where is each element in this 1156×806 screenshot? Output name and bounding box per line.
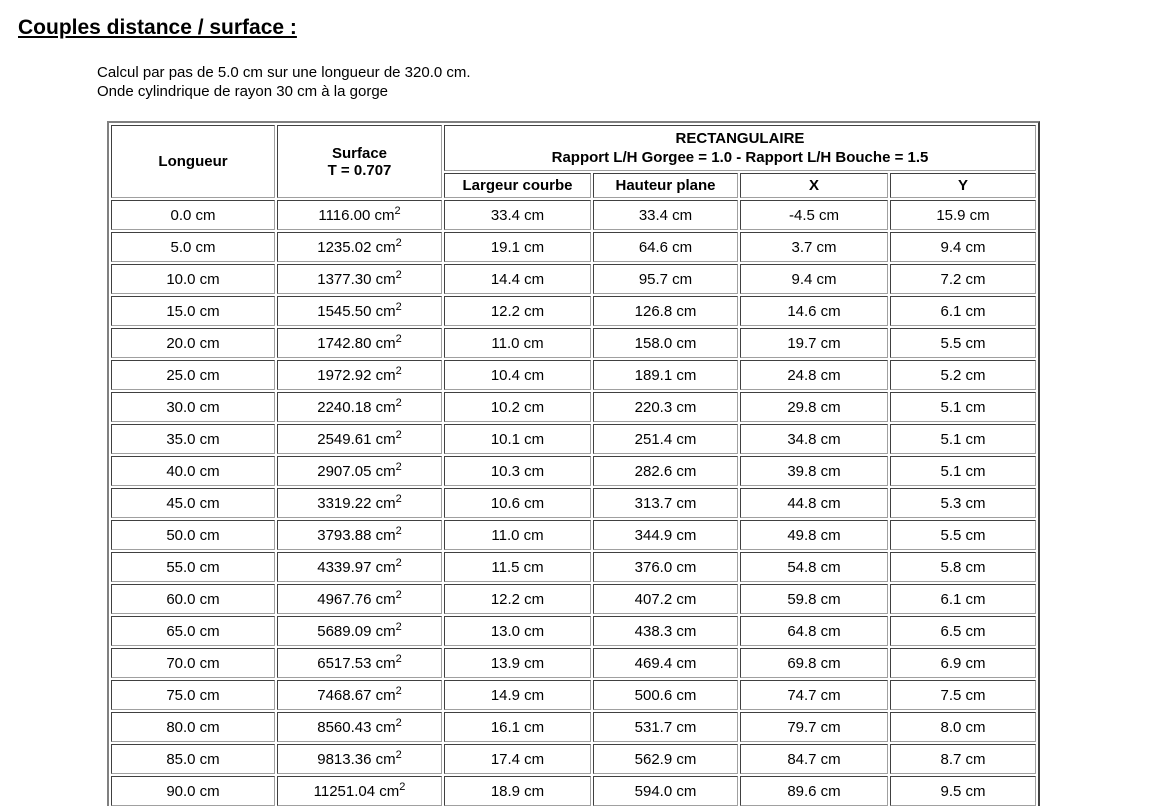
cell-x: 14.6 cm	[740, 296, 888, 326]
header-longueur: Longueur	[111, 125, 275, 198]
surface-unit: cm	[375, 654, 396, 672]
cell-y: 15.9 cm	[890, 200, 1036, 230]
cell-hauteur-plane: 531.7 cm	[593, 712, 738, 742]
cell-largeur-courbe: 12.2 cm	[444, 584, 591, 614]
cell-hauteur-plane: 313.7 cm	[593, 488, 738, 518]
cell-surface	[277, 424, 442, 454]
cell-x: 69.8 cm	[740, 648, 888, 678]
cell-hauteur-plane: 126.8 cm	[593, 296, 738, 326]
surface-value: 3319.22	[317, 494, 372, 512]
surface-exponent: 2	[395, 748, 402, 761]
cell-longueur: 65.0 cm	[111, 616, 275, 646]
cell-surface	[277, 712, 442, 742]
cell-hauteur-plane: 95.7 cm	[593, 264, 738, 294]
surface-exponent: 2	[395, 588, 402, 601]
cell-largeur-courbe: 17.4 cm	[444, 744, 591, 774]
cell-x: 54.8 cm	[740, 552, 888, 582]
surface-unit: cm	[375, 558, 396, 576]
cell-largeur-courbe: 11.0 cm	[444, 520, 591, 550]
surface-exponent: 2	[395, 716, 402, 729]
cell-largeur-courbe: 14.9 cm	[444, 680, 591, 710]
cell-hauteur-plane: 282.6 cm	[593, 456, 738, 486]
table-row	[111, 456, 1036, 486]
cell-y: 8.0 cm	[890, 712, 1036, 742]
table-body	[111, 200, 1036, 806]
cell-y: 6.5 cm	[890, 616, 1036, 646]
cell-largeur-courbe: 11.5 cm	[444, 552, 591, 582]
cell-y: 5.5 cm	[890, 328, 1036, 358]
surface-exponent: 2	[395, 524, 402, 537]
intro-line-wave: Onde cylindrique de rayon 30 cm à la gorge	[97, 83, 389, 100]
table-row	[111, 424, 1036, 454]
header-group-ratios: Rapport L/H Gorgee = 1.0 - Rapport L/H Bouche = 1.5	[551, 149, 929, 166]
surface-unit: cm	[375, 366, 396, 384]
cell-largeur-courbe: 10.3 cm	[444, 456, 591, 486]
cell-hauteur-plane: 469.4 cm	[593, 648, 738, 678]
cell-y: 6.9 cm	[890, 648, 1036, 678]
table-row	[111, 488, 1036, 518]
cell-x: 89.6 cm	[740, 776, 888, 806]
surface-unit: cm	[374, 206, 395, 224]
cell-hauteur-plane: 33.4 cm	[593, 200, 738, 230]
cell-y: 6.1 cm	[890, 296, 1036, 326]
surface-unit: cm	[375, 302, 396, 320]
surface-exponent: 2	[395, 652, 402, 665]
surface-exponent: 2	[395, 428, 402, 441]
cell-largeur-courbe: 10.2 cm	[444, 392, 591, 422]
surface-exponent: 2	[395, 396, 402, 409]
surface-value: 1377.30	[317, 270, 372, 288]
surface-unit: cm	[375, 718, 396, 736]
cell-y: 5.5 cm	[890, 520, 1036, 550]
page-title: Couples distance / surface :	[18, 16, 297, 39]
cell-surface	[277, 456, 442, 486]
cell-longueur: 85.0 cm	[111, 744, 275, 774]
surface-value: 4967.76	[317, 590, 372, 608]
surface-unit: cm	[375, 398, 396, 416]
surface-unit: cm	[375, 622, 396, 640]
cell-y: 7.5 cm	[890, 680, 1036, 710]
cell-y: 8.7 cm	[890, 744, 1036, 774]
cell-hauteur-plane: 594.0 cm	[593, 776, 738, 806]
cell-surface	[277, 200, 442, 230]
surface-unit: cm	[375, 334, 396, 352]
cell-largeur-courbe: 13.9 cm	[444, 648, 591, 678]
table-row	[111, 360, 1036, 390]
surface-exponent: 2	[395, 236, 402, 249]
cell-surface	[277, 328, 442, 358]
surface-unit: cm	[375, 494, 396, 512]
cell-longueur: 90.0 cm	[111, 776, 275, 806]
cell-surface	[277, 296, 442, 326]
table-row	[111, 776, 1036, 806]
surface-value: 1972.92	[317, 366, 372, 384]
surface-unit: cm	[375, 750, 396, 768]
cell-hauteur-plane: 64.6 cm	[593, 232, 738, 262]
header-y: Y	[890, 173, 1036, 198]
cell-y: 7.2 cm	[890, 264, 1036, 294]
surface-exponent: 2	[394, 204, 401, 217]
cell-x: 39.8 cm	[740, 456, 888, 486]
cell-hauteur-plane: 189.1 cm	[593, 360, 738, 390]
surface-unit: cm	[375, 238, 396, 256]
cell-y: 5.2 cm	[890, 360, 1036, 390]
cell-longueur: 55.0 cm	[111, 552, 275, 582]
results-table	[107, 121, 1040, 806]
cell-largeur-courbe: 10.1 cm	[444, 424, 591, 454]
surface-value: 8560.43	[317, 718, 372, 736]
cell-longueur: 50.0 cm	[111, 520, 275, 550]
table-row	[111, 584, 1036, 614]
surface-value: 1235.02	[317, 238, 372, 256]
surface-exponent: 2	[395, 300, 402, 313]
cell-largeur-courbe: 33.4 cm	[444, 200, 591, 230]
surface-value: 7468.67	[317, 686, 372, 704]
cell-longueur: 25.0 cm	[111, 360, 275, 390]
cell-largeur-courbe: 10.4 cm	[444, 360, 591, 390]
header-x: X	[740, 173, 888, 198]
cell-largeur-courbe: 18.9 cm	[444, 776, 591, 806]
cell-hauteur-plane: 562.9 cm	[593, 744, 738, 774]
cell-y: 9.4 cm	[890, 232, 1036, 262]
surface-value: 4339.97	[317, 558, 372, 576]
cell-largeur-courbe: 19.1 cm	[444, 232, 591, 262]
cell-longueur: 40.0 cm	[111, 456, 275, 486]
surface-unit: cm	[375, 270, 396, 288]
cell-x: 59.8 cm	[740, 584, 888, 614]
surface-unit: cm	[379, 782, 400, 800]
cell-surface	[277, 648, 442, 678]
cell-longueur: 60.0 cm	[111, 584, 275, 614]
cell-surface	[277, 232, 442, 262]
surface-exponent: 2	[395, 620, 402, 633]
cell-surface	[277, 264, 442, 294]
surface-value: 3793.88	[317, 526, 372, 544]
cell-x: 74.7 cm	[740, 680, 888, 710]
cell-largeur-courbe: 16.1 cm	[444, 712, 591, 742]
surface-exponent: 2	[395, 556, 402, 569]
cell-longueur: 70.0 cm	[111, 648, 275, 678]
cell-x: -4.5 cm	[740, 200, 888, 230]
cell-longueur: 80.0 cm	[111, 712, 275, 742]
cell-surface	[277, 360, 442, 390]
cell-longueur: 35.0 cm	[111, 424, 275, 454]
surface-value: 2549.61	[317, 430, 372, 448]
surface-value: 1116.00	[318, 206, 371, 224]
cell-x: 64.8 cm	[740, 616, 888, 646]
table-row	[111, 616, 1036, 646]
cell-longueur: 15.0 cm	[111, 296, 275, 326]
cell-x: 19.7 cm	[740, 328, 888, 358]
table-header	[111, 125, 1036, 198]
surface-value: 2907.05	[317, 462, 372, 480]
cell-largeur-courbe: 10.6 cm	[444, 488, 591, 518]
cell-surface	[277, 744, 442, 774]
cell-x: 34.8 cm	[740, 424, 888, 454]
surface-exponent: 2	[395, 332, 402, 345]
header-surface-label: Surface	[331, 144, 388, 162]
cell-x: 49.8 cm	[740, 520, 888, 550]
surface-value: 11251.04	[313, 782, 376, 800]
cell-longueur: 75.0 cm	[111, 680, 275, 710]
cell-surface	[277, 616, 442, 646]
table-row	[111, 648, 1036, 678]
table-row	[111, 296, 1036, 326]
table-row	[111, 744, 1036, 774]
cell-y: 5.1 cm	[890, 456, 1036, 486]
cell-x: 3.7 cm	[740, 232, 888, 262]
surface-value: 1545.50	[317, 302, 372, 320]
surface-value: 9813.36	[317, 750, 372, 768]
cell-longueur: 45.0 cm	[111, 488, 275, 518]
cell-x: 9.4 cm	[740, 264, 888, 294]
cell-largeur-courbe: 11.0 cm	[444, 328, 591, 358]
cell-y: 5.3 cm	[890, 488, 1036, 518]
cell-y: 5.8 cm	[890, 552, 1036, 582]
cell-hauteur-plane: 438.3 cm	[593, 616, 738, 646]
cell-largeur-courbe: 14.4 cm	[444, 264, 591, 294]
surface-value: 6517.53	[317, 654, 372, 672]
surface-exponent: 2	[395, 684, 402, 697]
cell-y: 5.1 cm	[890, 424, 1036, 454]
cell-x: 44.8 cm	[740, 488, 888, 518]
cell-longueur: 20.0 cm	[111, 328, 275, 358]
intro-line-step: Calcul par pas de 5.0 cm sur une longueur de 320.0 cm.	[97, 64, 471, 81]
cell-largeur-courbe: 13.0 cm	[444, 616, 591, 646]
table-row	[111, 680, 1036, 710]
surface-value: 2240.18	[317, 398, 372, 416]
cell-hauteur-plane: 500.6 cm	[593, 680, 738, 710]
header-hauteur-plane: Hauteur plane	[593, 173, 738, 198]
table-row	[111, 712, 1036, 742]
header-surface	[277, 125, 442, 198]
cell-hauteur-plane: 407.2 cm	[593, 584, 738, 614]
surface-unit: cm	[375, 590, 396, 608]
cell-hauteur-plane: 251.4 cm	[593, 424, 738, 454]
header-group-title: RECTANGULAIRE	[675, 130, 805, 147]
table-row	[111, 520, 1036, 550]
table-row	[111, 232, 1036, 262]
cell-x: 29.8 cm	[740, 392, 888, 422]
cell-largeur-courbe: 12.2 cm	[444, 296, 591, 326]
cell-y: 6.1 cm	[890, 584, 1036, 614]
cell-x: 84.7 cm	[740, 744, 888, 774]
cell-longueur: 10.0 cm	[111, 264, 275, 294]
cell-longueur: 30.0 cm	[111, 392, 275, 422]
surface-unit: cm	[375, 430, 396, 448]
table-row	[111, 264, 1036, 294]
cell-hauteur-plane: 344.9 cm	[593, 520, 738, 550]
header-rectangulaire-group	[444, 125, 1036, 171]
table-row	[111, 552, 1036, 582]
cell-surface	[277, 776, 442, 806]
cell-x: 24.8 cm	[740, 360, 888, 390]
table-row	[111, 328, 1036, 358]
surface-exponent: 2	[395, 492, 402, 505]
cell-longueur: 5.0 cm	[111, 232, 275, 262]
surface-exponent: 2	[395, 268, 402, 281]
cell-y: 9.5 cm	[890, 776, 1036, 806]
cell-surface	[277, 584, 442, 614]
cell-hauteur-plane: 220.3 cm	[593, 392, 738, 422]
header-surface-coefficient: T = 0.707	[327, 161, 392, 179]
surface-value: 1742.80	[317, 334, 372, 352]
surface-unit: cm	[375, 462, 396, 480]
surface-exponent: 2	[395, 460, 402, 473]
cell-y: 5.1 cm	[890, 392, 1036, 422]
surface-unit: cm	[375, 686, 396, 704]
surface-exponent: 2	[399, 780, 406, 793]
table-row	[111, 200, 1036, 230]
cell-surface	[277, 552, 442, 582]
cell-surface	[277, 392, 442, 422]
cell-surface	[277, 488, 442, 518]
surface-unit: cm	[375, 526, 396, 544]
surface-exponent: 2	[395, 364, 402, 377]
cell-longueur: 0.0 cm	[111, 200, 275, 230]
cell-surface	[277, 680, 442, 710]
table-row	[111, 392, 1036, 422]
cell-x: 79.7 cm	[740, 712, 888, 742]
intro-text	[97, 63, 471, 101]
cell-hauteur-plane: 376.0 cm	[593, 552, 738, 582]
cell-surface	[277, 520, 442, 550]
surface-value: 5689.09	[317, 622, 372, 640]
cell-hauteur-plane: 158.0 cm	[593, 328, 738, 358]
header-largeur-courbe: Largeur courbe	[444, 173, 591, 198]
